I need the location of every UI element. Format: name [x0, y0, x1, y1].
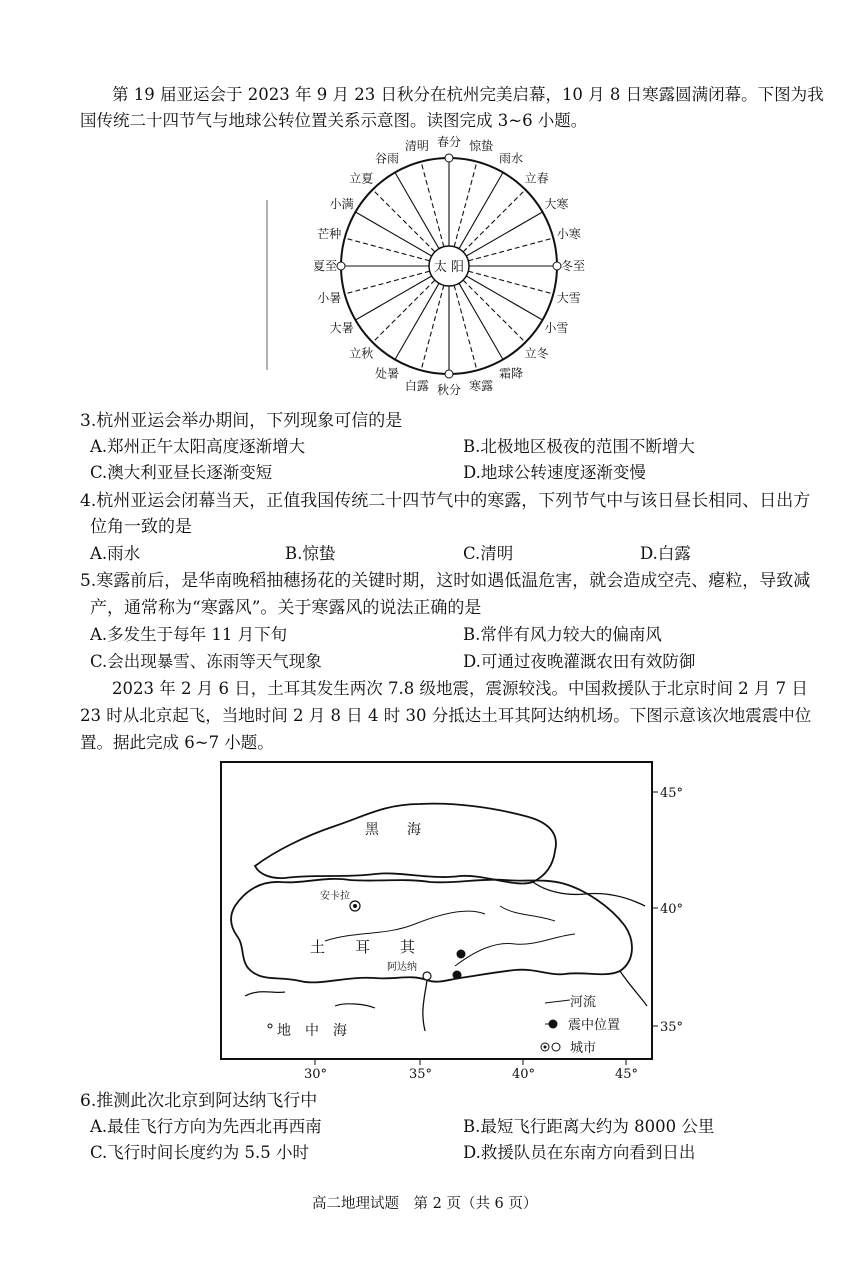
term-label-6: 冬至: [560, 259, 586, 273]
q6-option-d[interactable]: D.救援队员在东南方向看到日出: [463, 1143, 696, 1162]
intro2-line-2: 23 时从北京起飞，当地时间 2 月 8 日 4 时 30 分抵达土耳其阿达纳机场。下图示意该次地震震中位: [80, 706, 812, 725]
intro-line-1: 第 19 届亚运会于 2023 年 9 月 23 日秋分在杭州完美启幕，10 月 8 日寒露圆满闭幕。下图为我: [112, 85, 824, 104]
intro-line-2: 国传统二十四节气与地球公转位置关系示意图。读图完成 3~6 小题。: [80, 111, 588, 130]
q6-option-b[interactable]: B.最短飞行距离大约为 8000 公里: [463, 1117, 715, 1136]
legend-epicenter-symbol: [549, 1020, 558, 1029]
adana-city-symbol: [423, 972, 431, 980]
spoke-9: [463, 280, 525, 342]
spoke-22: [395, 172, 439, 248]
turkey-earthquake-map: [215, 756, 684, 1088]
spoke-17: [345, 271, 430, 294]
term-label-8: 小雪: [544, 321, 569, 335]
q5-option-b[interactable]: B.常伴有风力较大的偏南风: [463, 625, 662, 644]
term-label-4: 大寒: [544, 197, 569, 211]
lat-40-label: 40°: [660, 902, 684, 917]
q3-option-a[interactable]: A.郑州正午太阳高度逐渐增大: [90, 437, 306, 456]
term-label-21: 立夏: [349, 171, 374, 186]
q4-stem-2: 位角一致的是: [90, 517, 192, 537]
spoke-14: [395, 283, 439, 359]
q4-option-a[interactable]: A.雨水: [90, 544, 141, 563]
term-label-5: 小寒: [556, 226, 581, 241]
spoke-11: [454, 285, 477, 370]
term-label-12: 秋分: [436, 383, 462, 397]
q6-stem: 6.推测此次北京到阿达纳飞行中: [80, 1091, 318, 1111]
term-label-16: 大暑: [329, 321, 354, 335]
turkey-label: 土 耳 其: [310, 938, 416, 956]
term-label-11: 寒露: [469, 378, 494, 393]
epicenter-2: [453, 971, 462, 980]
q3-option-b[interactable]: B.北极地区极夜的范围不断增大: [463, 437, 695, 456]
lon-30-label: 30°: [304, 1067, 328, 1082]
q5-option-d[interactable]: D.可通过夜晚灌溉农田有效防御: [463, 652, 696, 671]
spoke-2: [459, 172, 503, 248]
page-footer: 高二地理试题 第 2 页（共 6 页）: [312, 1196, 538, 1212]
spoke-8: [466, 276, 542, 320]
adana-label: 阿达纳: [387, 962, 417, 973]
lon-45-label: 45°: [615, 1067, 639, 1082]
term-label-3: 立春: [524, 171, 549, 186]
term-label-17: 小暑: [317, 291, 342, 306]
q6-option-a[interactable]: A.最佳飞行方向为先西北再西南: [90, 1117, 322, 1136]
spoke-5: [468, 238, 553, 261]
term-label-14: 处暑: [374, 366, 400, 381]
earth-symbol-autumn: [445, 370, 453, 378]
legend-river-label: 河流: [570, 995, 597, 1010]
black-sea-label: 黑 海: [365, 822, 421, 838]
earth-symbol-summer: [337, 262, 345, 270]
term-label-0: 春分: [436, 135, 462, 149]
term-label-23: 清明: [404, 139, 429, 154]
sun-label: 太 阳: [433, 260, 465, 275]
spoke-4: [466, 212, 542, 256]
spoke-21: [373, 190, 435, 252]
spoke-1: [454, 162, 477, 247]
q3-stem: 3.杭州亚运会举办期间，下列现象可信的是: [80, 411, 403, 431]
spoke-15: [373, 280, 435, 342]
q5-stem-2: 产，通常称为“寒露风”。关于寒露风的说法正确的是: [90, 598, 482, 618]
spoke-23: [421, 162, 444, 247]
earth-symbol-winter: [553, 262, 561, 270]
spoke-20: [355, 212, 431, 256]
term-label-10: 霜降: [498, 366, 524, 381]
q6-option-c[interactable]: C.飞行时间长度约为 5.5 小时: [90, 1143, 310, 1162]
ankara-label: 安卡拉: [320, 891, 350, 902]
q3-option-c[interactable]: C.澳大利亚昼长逐渐变短: [90, 463, 273, 482]
q5-stem-1: 5.寒露前后，是华南晚稻抽穗扬花的关键时期，这时如遇低温危害，就会造成空壳、瘪粒，导致减: [80, 571, 811, 591]
term-label-20: 小满: [329, 197, 354, 211]
q4-option-c[interactable]: C.清明: [463, 544, 514, 563]
term-label-2: 雨水: [498, 151, 524, 166]
q3-option-d[interactable]: D.地球公转速度逐渐变慢: [463, 463, 646, 482]
spoke-19: [345, 238, 430, 261]
term-label-1: 惊蛰: [469, 139, 494, 154]
term-label-9: 立冬: [524, 346, 549, 361]
q5-option-c[interactable]: C.会出现暴雪、冻雨等天气现象: [90, 652, 322, 671]
legend-epicenter-label: 震中位置: [568, 1018, 621, 1033]
spoke-13: [421, 285, 444, 370]
spoke-7: [468, 271, 553, 294]
map-frame: [221, 762, 652, 1059]
q4-option-b[interactable]: B.惊蛰: [285, 544, 336, 563]
mediterranean-label: 地 中 海: [277, 1023, 347, 1039]
intro2-line-1: 2023 年 2 月 6 日，土耳其发生两次 7.8 级地震，震源较浅。中国救援队于北京时间 2 月 7 日: [112, 679, 808, 698]
lon-35-label: 35°: [409, 1067, 433, 1082]
epicenter-1: [457, 950, 466, 959]
q5-option-a[interactable]: A.多发生于每年 11 月下旬: [90, 625, 288, 644]
term-label-18: 夏至: [312, 259, 338, 273]
intro2-line-3: 置。据此完成 6~7 小题。: [80, 733, 274, 752]
lat-35-label: 35°: [660, 1020, 684, 1035]
spoke-3: [463, 190, 525, 252]
earth-symbol-spring: [445, 154, 453, 162]
term-label-13: 白露: [404, 378, 429, 393]
term-label-15: 立秋: [349, 346, 374, 361]
term-label-7: 大雪: [556, 291, 581, 306]
spoke-16: [355, 276, 431, 320]
spoke-10: [459, 283, 503, 359]
term-label-22: 谷雨: [374, 151, 400, 166]
lon-40-label: 40°: [512, 1067, 536, 1082]
term-label-19: 芒种: [317, 226, 342, 241]
legend-city-label: 城市: [570, 1041, 597, 1056]
solar-terms-diagram: [250, 130, 620, 405]
q4-stem-1: 4.杭州亚运会闭幕当天，正值我国传统二十四节气中的寒露，下列节气中与该日昼长相同、日出方: [80, 491, 811, 511]
q4-option-d[interactable]: D.白露: [640, 544, 691, 563]
lat-45-label: 45°: [660, 786, 684, 801]
